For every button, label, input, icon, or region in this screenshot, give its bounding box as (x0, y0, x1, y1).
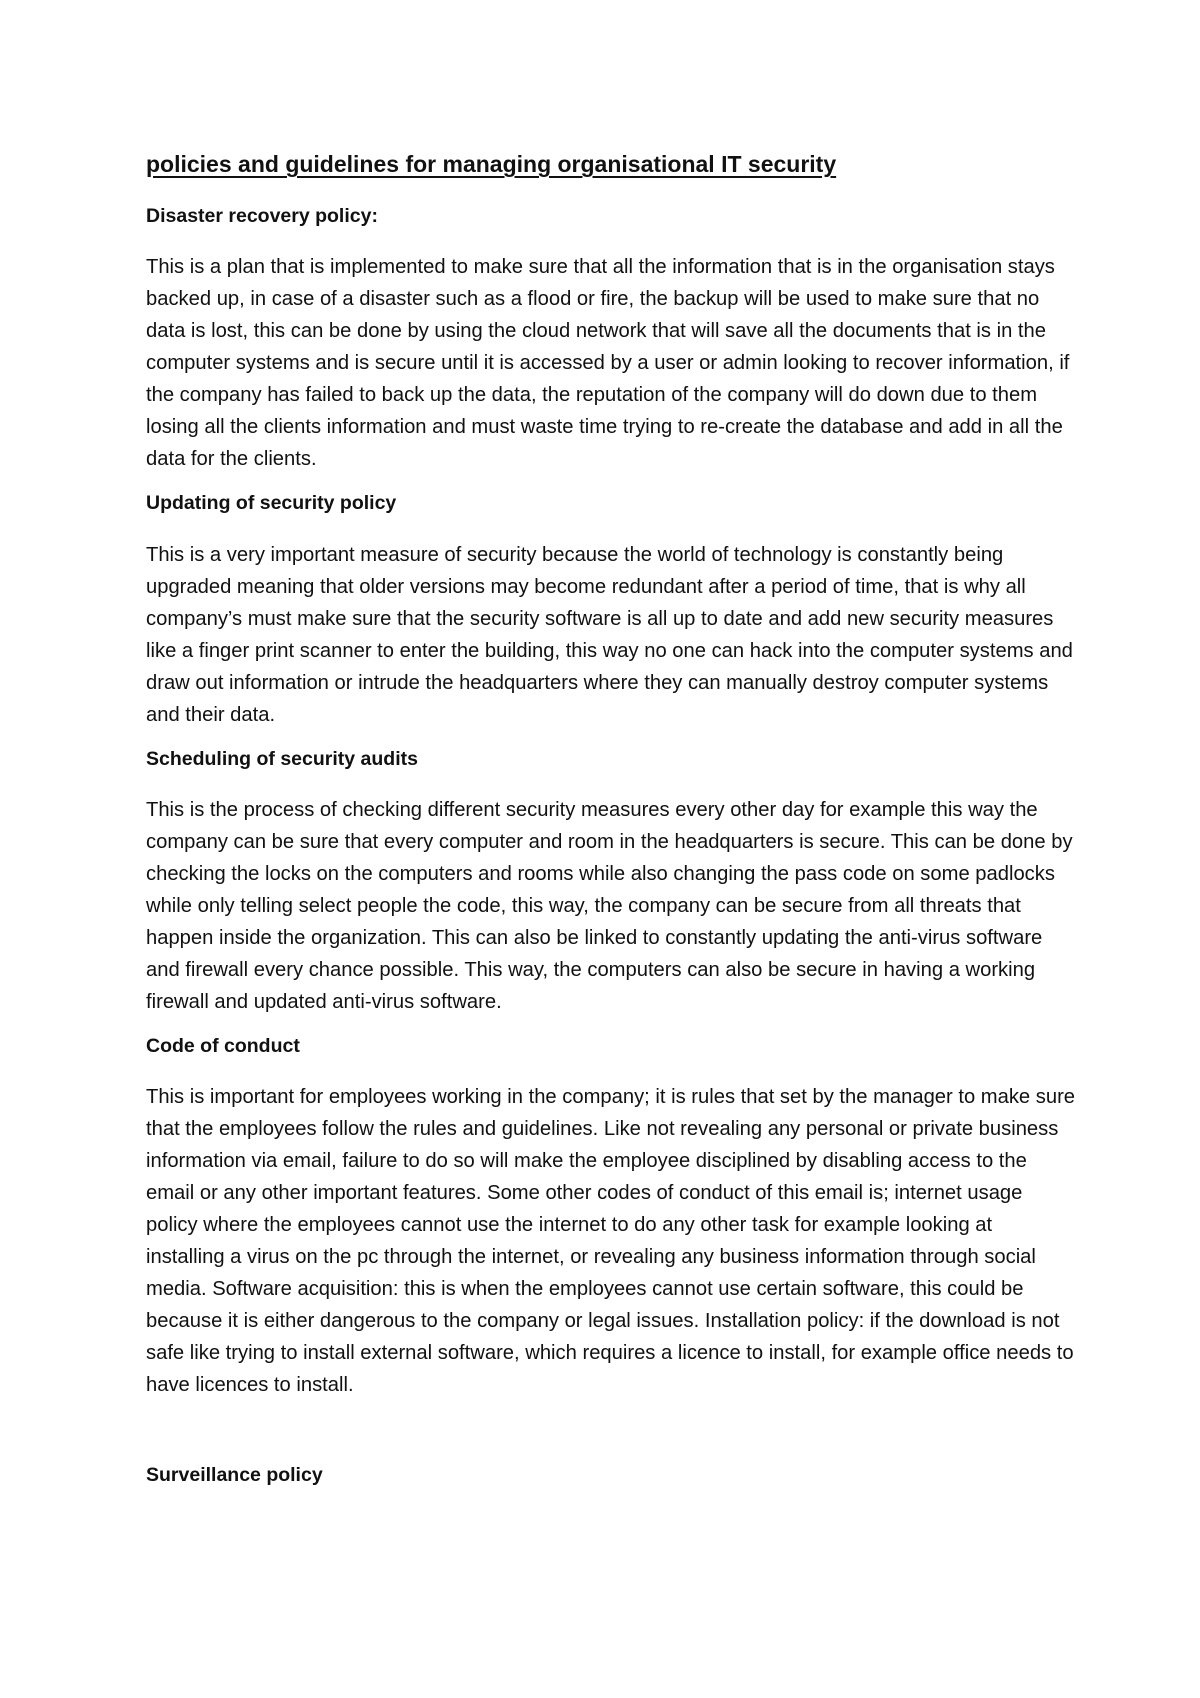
section-heading: Disaster recovery policy: (146, 204, 378, 227)
section-disaster-recovery (146, 204, 1076, 475)
section-updating-security (146, 491, 1076, 730)
section-code-of-conduct (146, 1034, 1076, 1401)
document-title: policies and guidelines for managing organisational IT security (146, 151, 837, 177)
section-body: This is a very important measure of security because the world of technology is constantly being upgraded meaning that older versions may become redundant after a period of time, that is why all company’s must make sure that the security software is all up to date and add new security measures like a finger print scanner to enter the building, this way no one can hack into the computer systems and draw out information or intrude the headquarters where they can manually destroy computer systems and their data. (146, 543, 1073, 726)
section-body: This is a plan that is implemented to make sure that all the information that is in the organisation stays backed up, in case of a disaster such as a flood or fire, the backup will be used to make sure that no data is lost, this can be done by using the cloud network that will save all the documents that is in the computer systems and is secure until it is accessed by a user or admin looking to recover information, if the company has failed to back up the data, the reputation of the company will do down due to them losing all the clients information and must waste time trying to re-create the database and add in all the data for the clients. (146, 256, 1070, 471)
document-content (146, 150, 1076, 1511)
section-security-audits (146, 747, 1076, 1018)
section-body: This is the process of checking different security measures every other day for example this way the company can be sure that every computer and room in the headquarters is secure. This can be done by checking the locks on the computers and rooms while also changing the pass code on some padlocks while only telling select people the code, this way, the company can be secure from all threats that happen inside the organization. This can also be linked to constantly updating the anti-virus software and firewall every chance possible. This way, the computers can also be secure in having a working firewall and updated anti-virus software. (146, 798, 1073, 1013)
section-heading: Scheduling of security audits (146, 747, 418, 770)
section-heading: Surveillance policy (146, 1464, 323, 1487)
section-body: This is important for employees working in the company; it is rules that set by the manager to make sure that the employees follow the rules and guidelines. Like not revealing any personal or private business information via email, failure to do so will make the employee disciplined by disabling access to the email or any other important features. Some other codes of conduct of this email is; internet usage policy where the employees cannot use the internet to do any other task for example looking at installing a virus on the pc through the internet, or revealing any business information through social media. Software acquisition: this is when the employees cannot use certain software, this could be because it is either dangerous to the company or legal issues. Installation policy: if the download is not safe like trying to install external software, which requires a licence to install, for example office needs to have licences to install. (146, 1086, 1076, 1397)
section-heading: Code of conduct (146, 1034, 300, 1057)
section-surveillance (146, 1463, 1076, 1488)
section-heading: Updating of security policy (146, 492, 397, 515)
